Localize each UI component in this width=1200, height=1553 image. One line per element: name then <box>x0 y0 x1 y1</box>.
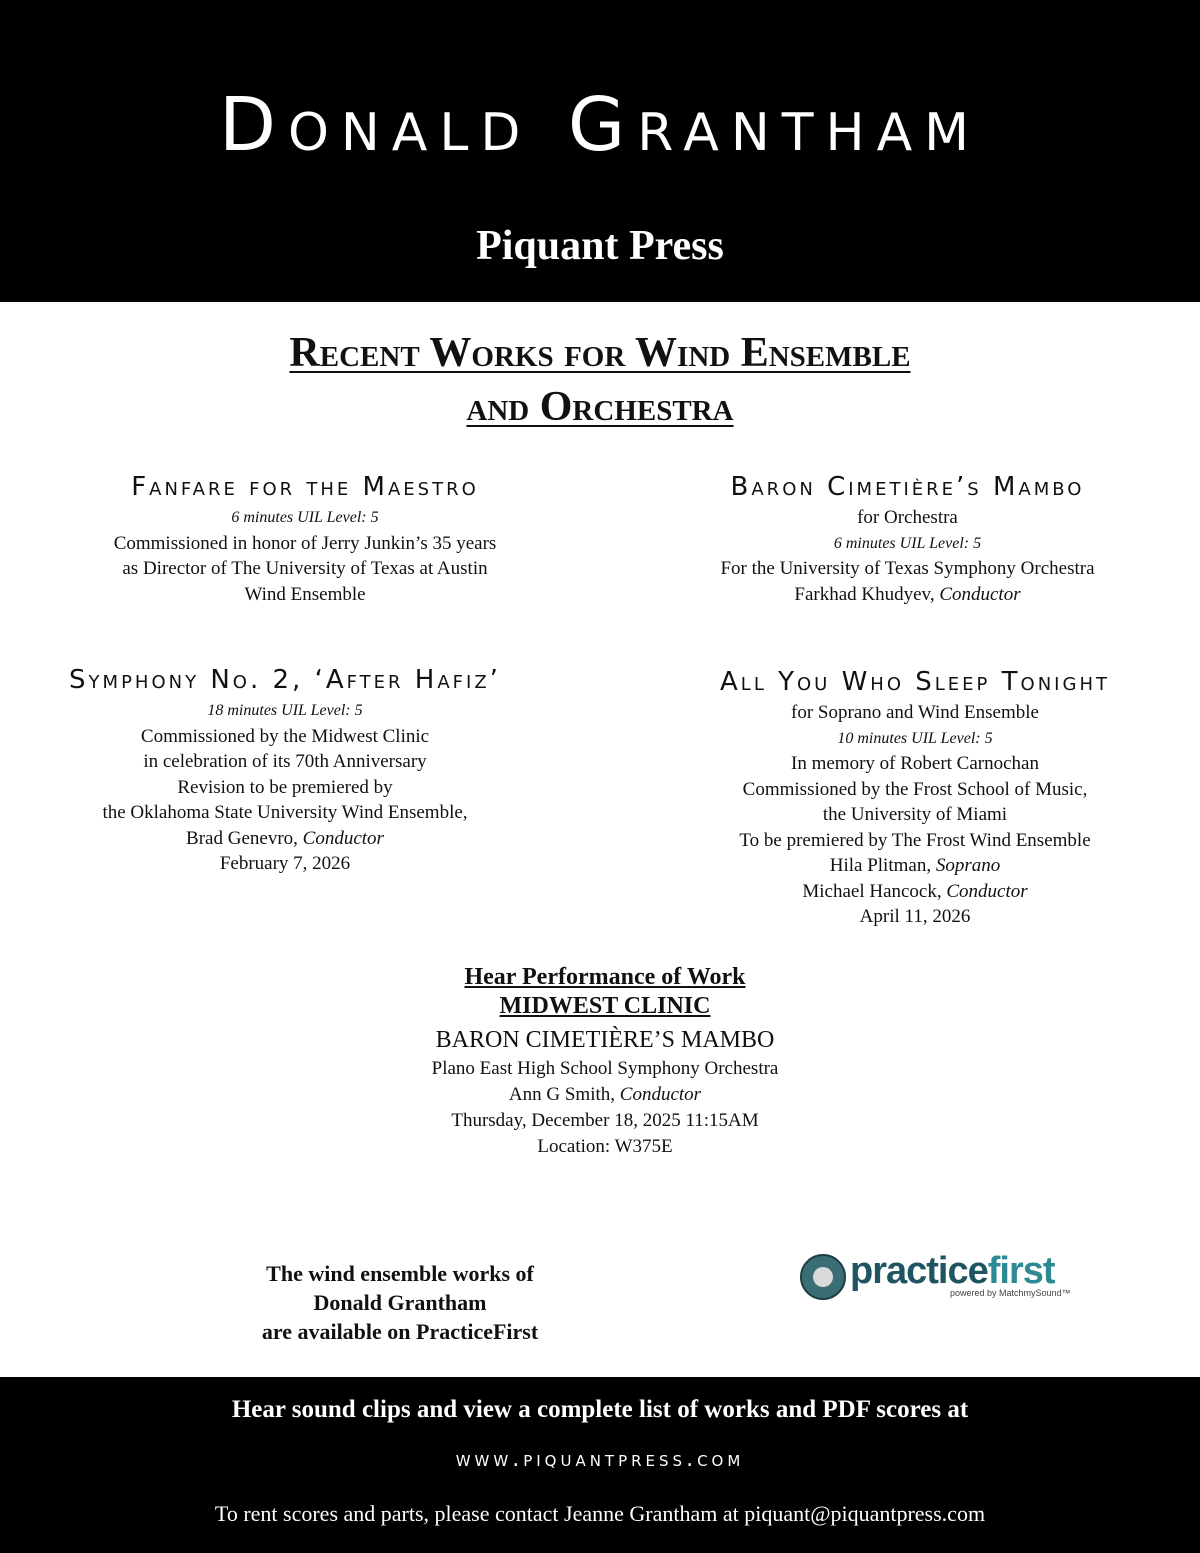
footer-line: Hear sound clips and view a complete list of works and PDF scores at <box>231 1396 969 1423</box>
contact-line: To rent scores and parts, please contact Jeanne Grantham at piquant@piquantpress.com <box>214 1501 986 1526</box>
work-line: To be premiered by The Frost Wind Ensemble <box>739 829 1091 851</box>
performance-work: BARON CIMETIÈRE’S MAMBO <box>435 1027 775 1053</box>
practicefirst-line: Donald Grantham <box>313 1290 487 1315</box>
work-line: Commissioned by the Frost School of Music, <box>742 778 1088 800</box>
work-line: Revision to be premiered by <box>177 776 393 798</box>
soprano-role: Soprano <box>935 855 1001 876</box>
practicefirst-line: The wind ensemble works of <box>266 1261 534 1286</box>
work-fanfare <box>60 471 550 607</box>
work-line: the Oklahoma State University Wind Ensemble, <box>102 802 468 823</box>
logo-tagline: powered by MatchmySound™ <box>950 1288 1071 1298</box>
page-title <box>0 326 1200 434</box>
performance-section <box>300 963 910 1160</box>
work-soprano <box>680 853 1150 879</box>
work-line: Wind Ensemble <box>244 583 366 605</box>
conductor-name: Ann G Smith, <box>508 1084 620 1105</box>
work-date: April 11, 2026 <box>859 906 971 927</box>
footer-banner <box>0 1377 1200 1553</box>
work-duration: 18 minutes UIL Level: 5 <box>207 702 363 719</box>
logo-part1: practice <box>850 1250 988 1292</box>
conductor-role: Conductor <box>946 880 1028 902</box>
logo-part2: first <box>987 1250 1055 1292</box>
performance-location: Location: W375E <box>537 1136 673 1157</box>
microphone-icon <box>800 1254 846 1300</box>
conductor-name: Michael Hancock, <box>802 880 947 902</box>
work-duration: 10 minutes UIL Level: 5 <box>837 729 993 747</box>
publisher-name: Piquant Press <box>476 223 724 269</box>
page-title-line1: Recent Works for Wind Ensemble <box>289 330 911 376</box>
performance-datetime: Thursday, December 18, 2025 11:15AM <box>451 1110 759 1131</box>
work-line: in celebration of its 70th Anniversary <box>143 751 427 772</box>
work-line: Commissioned in honor of Jerry Junkin’s 35 years <box>113 532 497 554</box>
work-conductor <box>30 826 540 852</box>
website-link[interactable]: www.piquantpress.com <box>455 1447 745 1472</box>
header-banner <box>0 0 1200 302</box>
page-title-line2: and Orchestra <box>466 384 734 430</box>
performance-heading: Hear Performance of Work <box>464 964 746 990</box>
performance-conductor <box>300 1082 910 1108</box>
work-line: as Director of The University of Texas at Austin <box>122 558 488 579</box>
work-sleep <box>680 666 1150 930</box>
work-line: the University of Miami <box>822 804 1008 825</box>
practicefirst-line: are available on PracticeFirst <box>261 1319 539 1344</box>
work-symphony <box>30 664 540 877</box>
work-duration: 6 minutes UIL Level: 5 <box>231 509 379 526</box>
work-title: All You Who Sleep Tonight <box>720 667 1110 697</box>
soprano-name: Hila Plitman, <box>829 855 936 876</box>
work-subtitle: for Soprano and Wind Ensemble <box>791 702 1039 723</box>
performance-event: MIDWEST CLINIC <box>499 993 711 1019</box>
conductor-role: Conductor <box>302 827 384 849</box>
work-subtitle: for Orchestra <box>857 507 958 528</box>
work-date: February 7, 2026 <box>219 853 351 874</box>
practicefirst-note <box>200 1259 600 1346</box>
work-conductor <box>680 879 1150 905</box>
work-line: In memory of Robert Carnochan <box>791 753 1039 774</box>
composer-name: Donald Grantham <box>218 82 982 168</box>
work-title: Symphony No. 2, ‘After Hafiz’ <box>69 665 501 695</box>
conductor-role: Conductor <box>939 583 1021 605</box>
work-title: Fanfare for the Maestro <box>131 472 479 502</box>
work-line: For the University of Texas Symphony Orchestra <box>720 558 1095 579</box>
conductor-name: Farkhad Khudyev, <box>794 583 940 605</box>
conductor-name: Brad Genevro, <box>186 827 303 849</box>
work-conductor <box>660 582 1155 608</box>
work-duration: 6 minutes UIL Level: 5 <box>833 534 982 552</box>
performance-ensemble: Plano East High School Symphony Orchestra <box>431 1058 779 1079</box>
conductor-role: Conductor <box>619 1084 702 1105</box>
practicefirst-logo[interactable] <box>800 1252 1100 1302</box>
work-line: Commissioned by the Midwest Clinic <box>140 725 430 747</box>
work-title: Baron Cimetière’s Mambo <box>730 472 1085 502</box>
work-baron <box>660 471 1155 607</box>
logo-wordmark <box>850 1250 1055 1293</box>
